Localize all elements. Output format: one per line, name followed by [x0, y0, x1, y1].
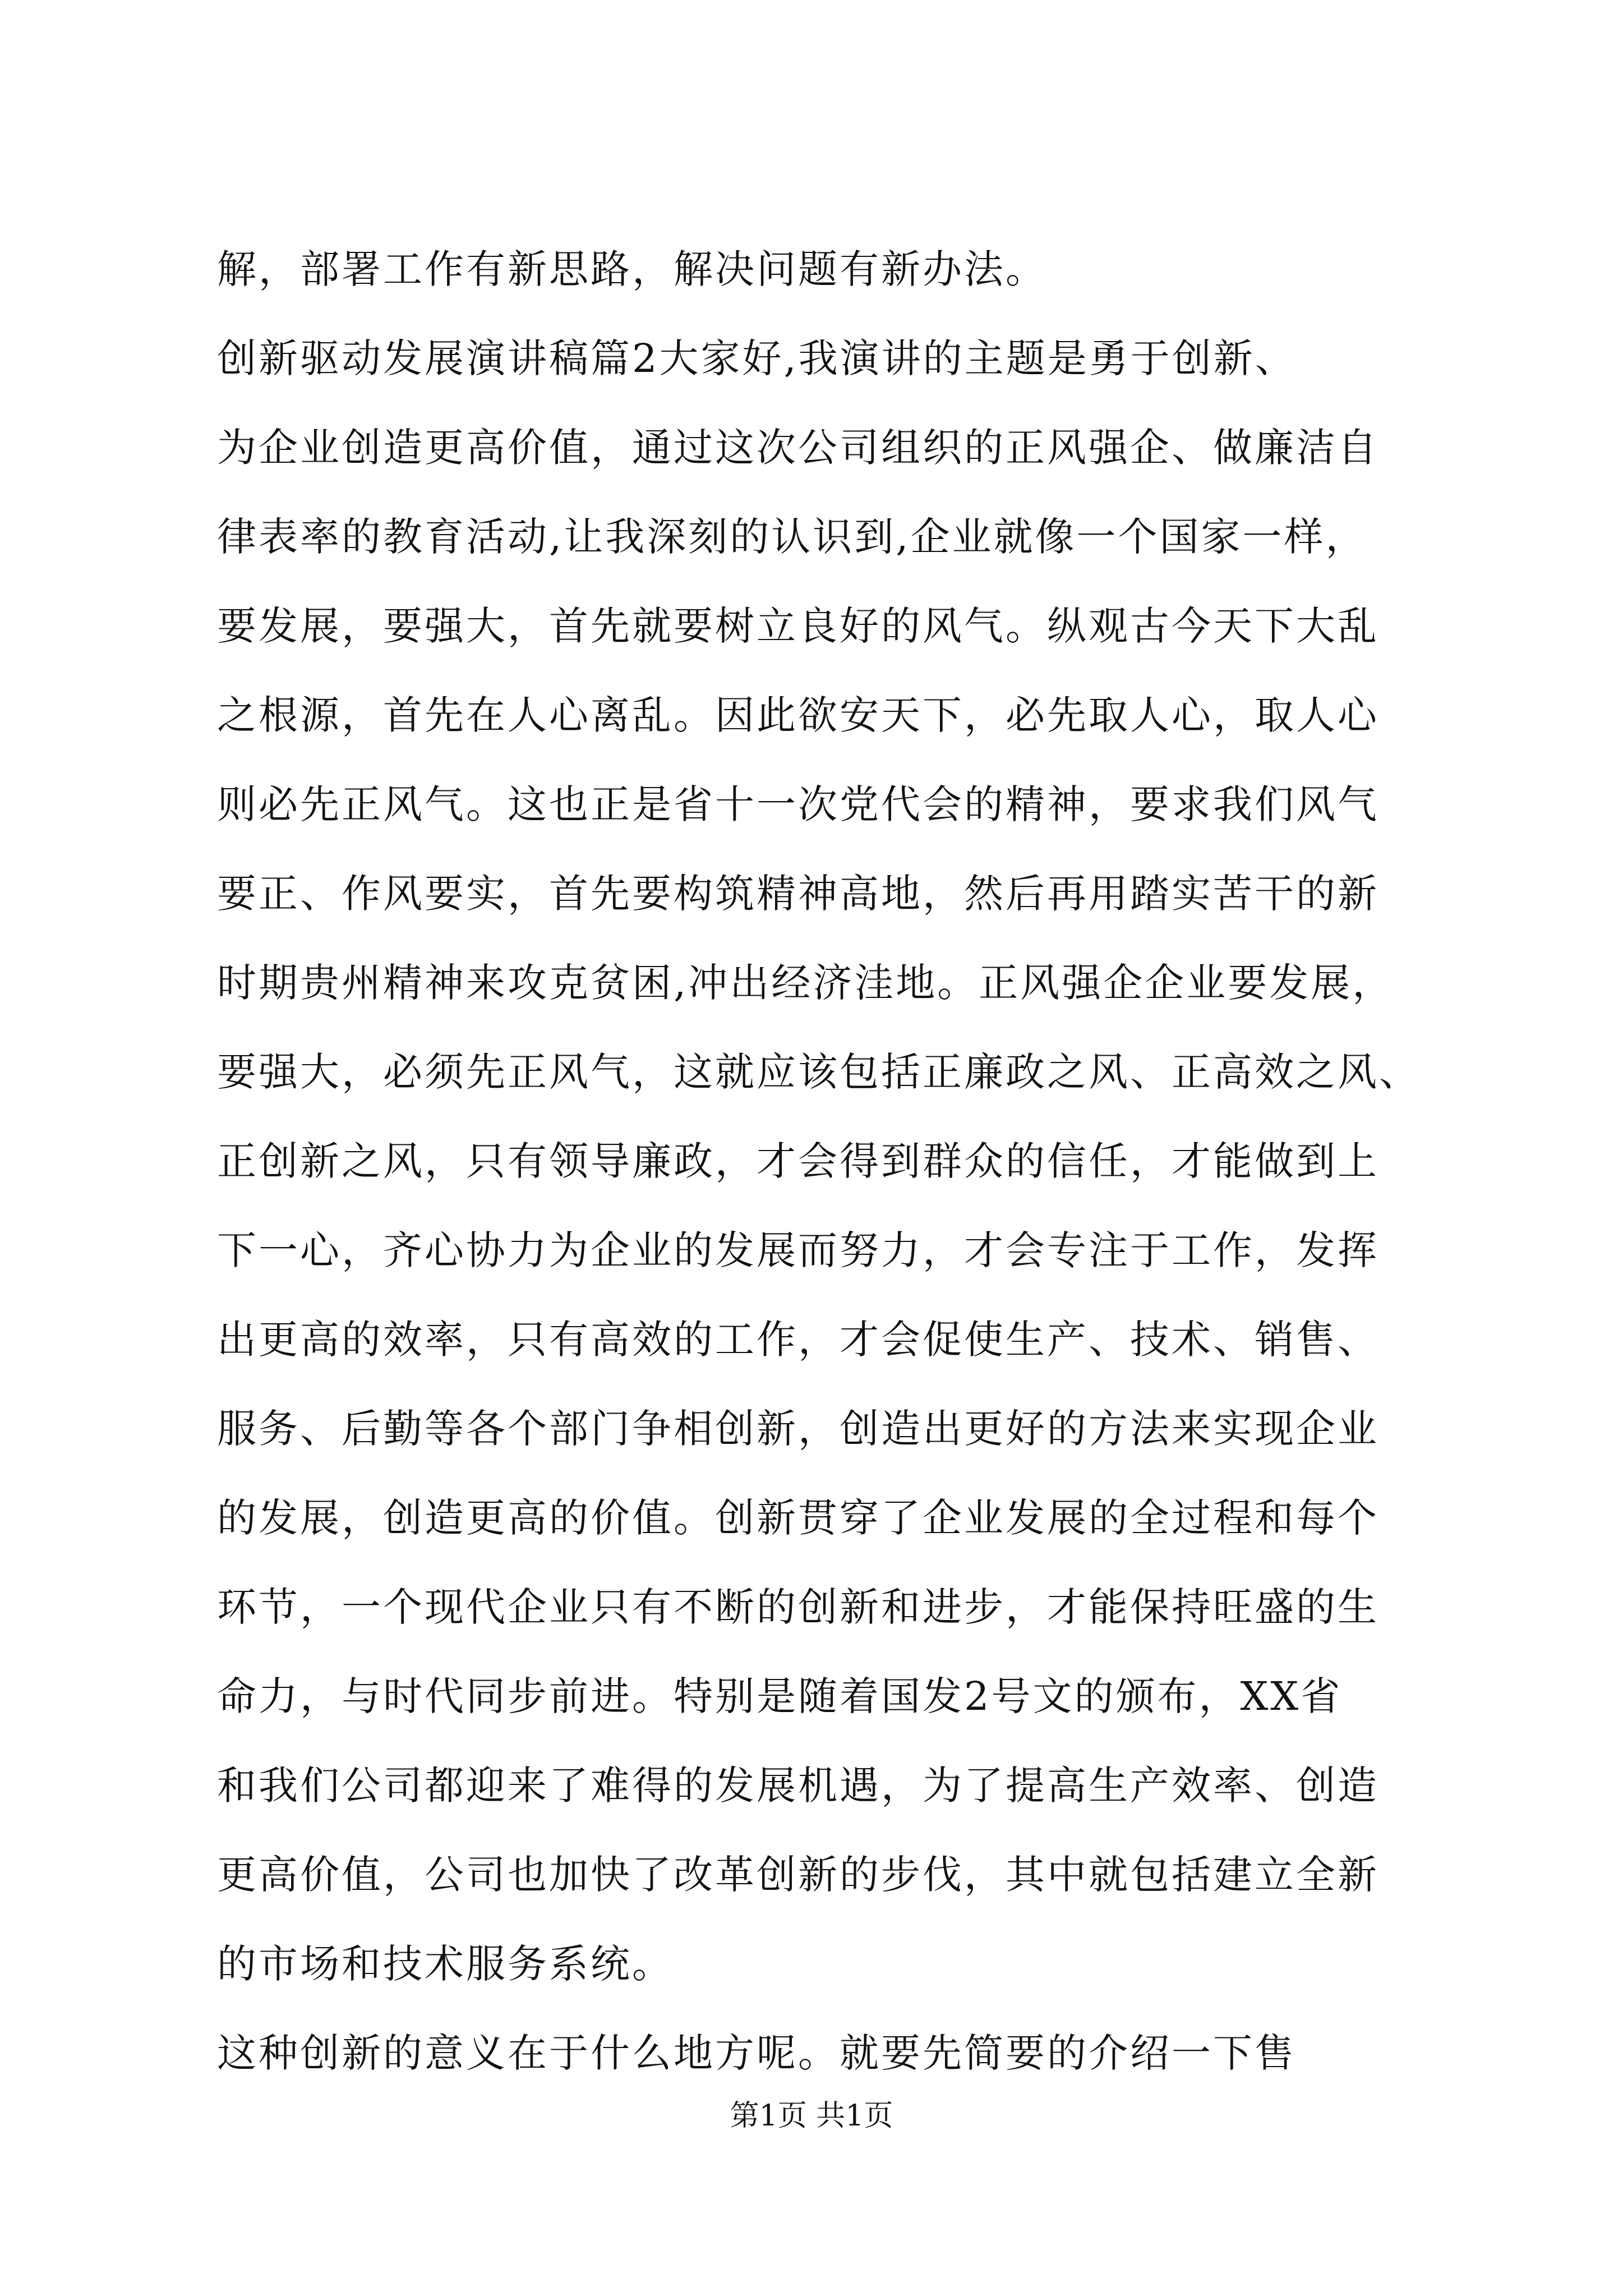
- text-line: 律表率的教育活动,让我深刻的认识到,企业就像一个国家一样，: [217, 514, 1367, 560]
- page-number-footer: 第1页 共1页: [730, 2099, 893, 2133]
- text-line: 正创新之风，只有领导廉政，才会得到群众的信任，才能做到上: [217, 1138, 1379, 1184]
- text-line: 之根源，首先在人心离乱。因此欲安天下，必先取人心，取人心: [217, 692, 1379, 738]
- text-line: 更高价值，公司也加快了改革创新的步伐，其中就包括建立全新: [217, 1852, 1379, 1898]
- text-line: 时期贵州精神来攻克贫困,冲出经济洼地。正风强企企业要发展，: [217, 960, 1394, 1006]
- text-line: 命力，与时代同步前进。特别是随着国发2号文的颁布，XX省: [217, 1673, 1343, 1719]
- text-line: 下一心，齐心协力为企业的发展而努力，才会专注于工作，发挥: [217, 1227, 1379, 1273]
- text-line: 的发展，创造更高的价值。创新贯穿了企业发展的全过程和每个: [217, 1495, 1379, 1541]
- text-line: 这种创新的意义在于什么地方呢。就要先简要的介绍一下售: [217, 2030, 1296, 2076]
- text-line: 解，部署工作有新思路，解决问题有新办法。: [217, 246, 1047, 292]
- text-line: 的市场和技术服务系统。: [217, 1941, 674, 1987]
- text-line: 服务、后勤等各个部门争相创新，创造出更好的方法来实现企业: [217, 1406, 1379, 1452]
- text-line: 和我们公司都迎来了难得的发展机遇，为了提高生产效率、创造: [217, 1763, 1379, 1809]
- text-line: 要发展，要强大，首先就要树立良好的风气。纵观古今天下大乱: [217, 603, 1379, 649]
- text-line: 要强大，必须先正风气，这就应该包括正廉政之风、正高效之风、: [217, 1049, 1421, 1095]
- text-line: 为企业创造更高价值，通过这次公司组织的正风强企、做廉洁自: [217, 425, 1379, 471]
- text-line: 环节，一个现代企业只有不断的创新和进步，才能保持旺盛的生: [217, 1584, 1379, 1630]
- text-line: 要正、作风要实，首先要构筑精神高地，然后再用踏实苦干的新: [217, 871, 1379, 917]
- text-line: 则必先正风气。这也正是省十一次党代会的精神，要求我们风气: [217, 781, 1379, 827]
- text-line: 创新驱动发展演讲稿篇2大家好,我演讲的主题是勇于创新、: [217, 335, 1297, 381]
- text-line: 出更高的效率，只有高效的工作，才会促使生产、技术、销售、: [217, 1317, 1379, 1363]
